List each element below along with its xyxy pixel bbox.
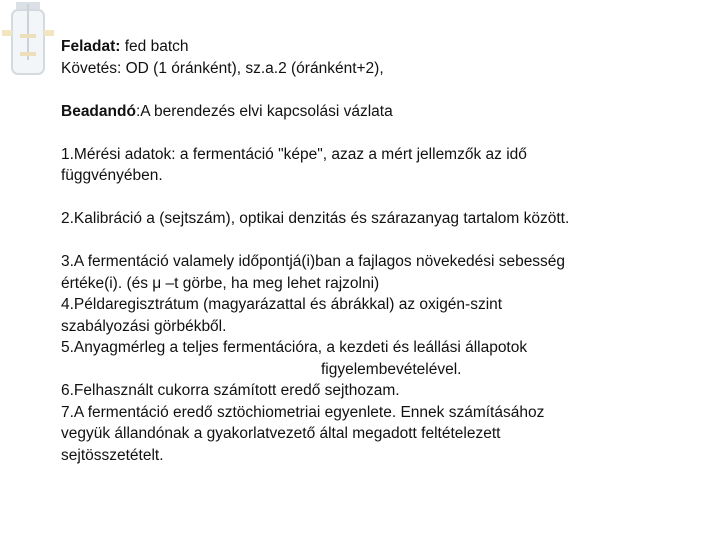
logo-impeller-bottom [20, 52, 36, 56]
deliverable-value: :A berendezés elvi kapcsolási vázlata [135, 102, 393, 120]
task-value: fed batch [120, 38, 189, 55]
item-1-line-1: 1.Mérési adatok: a fermentáció "képe", azaz a mért jellemzők az idő [61, 145, 527, 163]
deliverable-line [61, 101, 691, 123]
item-1-line-2: függvényében. [61, 167, 163, 184]
tracking-line: Követés: OD (1 óránként), sz.a.2 (óránként+2), [61, 59, 384, 77]
logo-impeller-top [20, 34, 36, 38]
task-line [61, 36, 691, 58]
item-2-line-1: 2.Kalibráció a (sejtszám), optikai denzitás és szárazanyag tartalom között. [61, 210, 570, 227]
item-7-line-3: sejtösszetételt. [61, 446, 164, 464]
logo-port-right [44, 30, 54, 36]
item-4-line-1: 4.Példaregisztrátum (magyarázattal és ábrákkal) az oxigén-szint [61, 296, 503, 313]
item-3-line-2: értéke(i). (és μ –t görbe, ha meg lehet rajzolni) [61, 274, 380, 292]
item-7-line-1: 7.A fermentáció eredő sztöchiometriai egyenlete. Ennek számításához [61, 403, 545, 421]
item-3-line-1: 3.A fermentáció valamely időpontjá(i)ban a fajlagos növekedési sebesség [61, 253, 566, 270]
item-5-line-2: figyelembevételével. [321, 360, 462, 378]
document-body [61, 36, 691, 466]
task-label: Feladat: [61, 38, 121, 55]
item-4-line-2: szabályozási görbékből. [61, 317, 227, 335]
logo-port-left [2, 30, 12, 36]
bioreactor-logo-icon [0, 0, 56, 80]
item-5-line-1: 5.Anyagmérleg a teljes fermentációra, a kezdeti és leállási állapotok [61, 339, 528, 356]
item-6-line-1: 6.Felhasznált cukorra számított eredő sejthozam. [61, 382, 400, 399]
item-7-line-2: vegyük állandónak a gyakorlatvezető által megadott feltételezett [61, 425, 501, 442]
deliverable-label: Beadandó [61, 102, 136, 120]
